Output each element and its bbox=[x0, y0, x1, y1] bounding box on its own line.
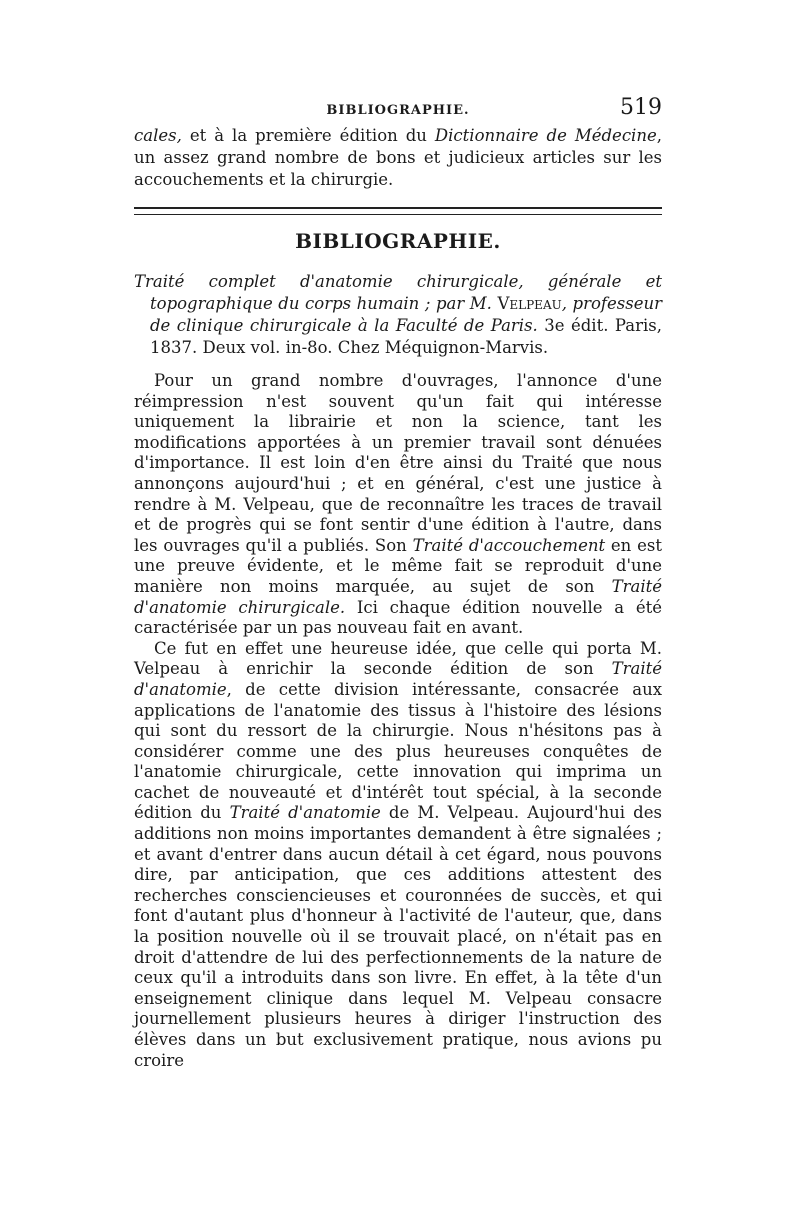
p2-text-2: , de cette division intéressante, consacrée aux applications de l'anatomie des tissus à l'histoire des lésions qui sont du ressort de la chirurgie. Nous n'hésitons pas à considérer comme une des plus heureuses conquêtes de l'anatomie chirurgicale, cette innovation qui imprima un cachet de nouveauté et d'intérêt tout spécial, à la seconde édition du bbox=[134, 679, 662, 823]
carry-text-1: et à la première édition du bbox=[181, 126, 435, 145]
paragraph-1 bbox=[134, 371, 662, 639]
citation-author: Velpeau bbox=[497, 294, 562, 313]
p2-text-3: de M. Velpeau. Aujourd'hui des additions non moins importantes demandent à être signalées ; et avant d'entrer dans aucun détail à cet égard, nous pouvons dire, par anticipation, que ces additions attestent des recherches consciencieuses et couronnées de succès, et qui font d'autant plus d'honneur à l'activité de l'auteur, que, dans la position nouvelle où il se trouvait placé, on n'était pas en droit d'attendre de lui des perfectionnements de la nature de ceux qu'il a introduits dans son livre. En effet, à la tête d'un enseignement clinique dans lequel M. Velpeau consacre journellement plusieurs heures à diriger l'instruction des élèves dans un but exclusivement pratique, nous avions pu croire bbox=[134, 803, 662, 1070]
p1-text-3: Ici chaque édition nouvelle a été caractérisée par un pas nouveau fait en avant. bbox=[134, 597, 662, 638]
page-number: 519 bbox=[620, 95, 662, 120]
p1-text-2: en est une preuve évidente, et le même fait se reproduit d'une manière non moins marquée, au sujet de son bbox=[134, 535, 662, 596]
p1-italic-2: Traité d'anatomie chirurgicale. bbox=[134, 576, 662, 617]
p2-italic-2: Traité d'anatomie bbox=[229, 803, 381, 823]
section-title: BIBLIOGRAPHIE. bbox=[295, 229, 501, 253]
p1-italic-1: Traité d'accouchement bbox=[412, 535, 606, 555]
carry-over-paragraph bbox=[134, 125, 662, 191]
citation-title: Traité complet d'anatomie chirurgicale, générale et topographique du corps humain ; par M. bbox=[134, 272, 662, 313]
running-title: BIBLIOGRAPHIE. bbox=[326, 103, 470, 118]
carry-italic-start: cales, bbox=[134, 126, 182, 145]
carry-italic-dictionary: Dictionnaire de Médecine bbox=[434, 126, 657, 145]
citation-details: 3e édit. Paris, 1837. Deux vol. in-8o. Chez Méquignon-Marvis. bbox=[150, 316, 662, 357]
p1-text-1: Pour un grand nombre d'ouvrages, l'annonce d'une réimpression n'est souvent qu'un fait qui intéresse uniquement la librairie et non la science, tant les modifications apportées à un premier travail sont dénuées d'importance. Il est loin d'en être ainsi du Traité que nous annonçons aujourd'hui ; et en général, c'est une justice à rendre à M. Velpeau, que de reconnaître les traces de travail et de progrès qui se font sentir d'une édition à l'autre, dans les ouvrages qu'il a publiés. Son bbox=[134, 371, 662, 555]
book-page bbox=[134, 95, 662, 1071]
section-divider bbox=[134, 207, 662, 215]
citation-entry bbox=[134, 271, 662, 359]
paragraph-2 bbox=[134, 639, 662, 1071]
citation-role: , professeur de clinique chirurgicale à la Faculté de Paris. bbox=[150, 294, 662, 335]
running-head bbox=[134, 95, 662, 125]
p2-text-1: Ce fut en effet une heureuse idée, que celle qui porta M. Velpeau à enrichir la seconde édition de son bbox=[134, 638, 662, 679]
p2-italic-1: Traité d'anatomie bbox=[134, 659, 662, 699]
carry-text-2: , un assez grand nombre de bons et judicieux articles sur les accouchements et la chirurgie. bbox=[134, 126, 662, 189]
